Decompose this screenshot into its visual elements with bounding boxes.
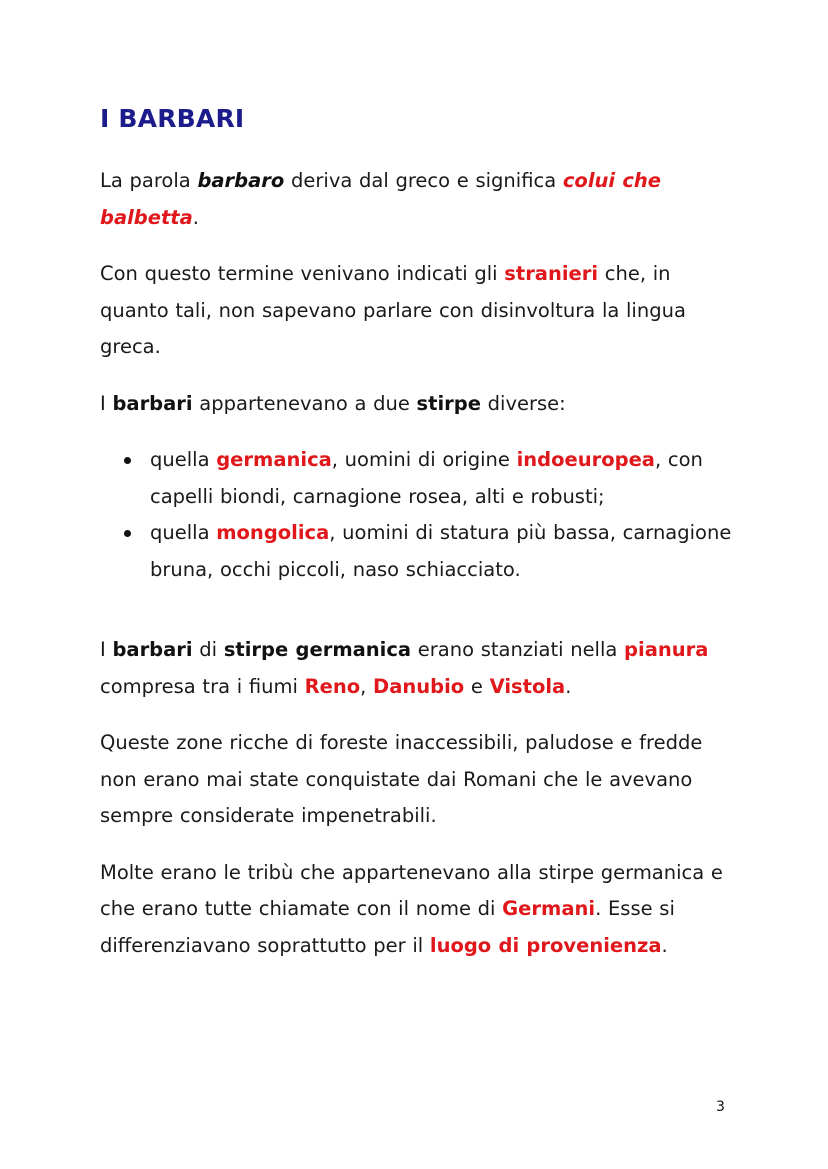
paragraph-barbaro-meaning <box>100 163 740 236</box>
text: di <box>192 638 224 661</box>
text: quella <box>150 521 217 544</box>
text: erano stanziati nella <box>411 638 625 661</box>
text: , <box>360 674 374 698</box>
paragraph-foreste: Queste zone ricche di foreste inaccessibili, paludose e fredde non erano mai state conquistate dai Romani che le avevano sempre considerate impenetrabili. <box>100 731 703 827</box>
list-item <box>150 515 740 588</box>
paragraph-due-stirpe <box>100 386 740 423</box>
text: e <box>464 674 490 698</box>
bold-barbari: barbari <box>112 391 193 415</box>
text: . <box>661 933 668 957</box>
document-page <box>100 104 740 984</box>
highlight-pianura: pianura <box>624 638 709 661</box>
text: , con capelli biondi, carnagione rosea, alti e robusti; <box>150 448 703 508</box>
bullet-icon <box>124 530 131 537</box>
paragraph-germani <box>100 855 740 965</box>
bullet-icon <box>124 457 131 464</box>
list-item <box>150 442 740 515</box>
text: I <box>100 638 113 661</box>
text: , uomini di origine <box>331 448 517 471</box>
text: La parola <box>100 169 198 192</box>
text: , uomini di statura più bassa, carnagione bruna, occhi piccoli, naso schiacciato. <box>150 521 732 581</box>
text: diverse: <box>480 391 566 415</box>
text: che, in quanto tali, non sapevano parlare con disinvoltura la lingua greca. <box>100 262 686 358</box>
highlight-indoeuropea: indoeuropea <box>516 448 655 471</box>
highlight-stranieri: stranieri <box>504 262 599 285</box>
text: . Esse si differenziavano soprattutto per il <box>100 897 675 957</box>
paragraph-stranieri <box>100 256 740 366</box>
highlight-vistola: Vistola <box>489 674 566 698</box>
highlight-germani: Germani <box>502 897 596 920</box>
text: quella <box>150 448 217 471</box>
text: Molte erano le tribù che appartenevano alla stirpe germanica e che erano tutte chiamate con il nome di <box>100 860 723 920</box>
meaning-highlight: colui che balbetta <box>100 169 662 229</box>
bold-barbari: barbari <box>112 638 193 661</box>
stirpe-list <box>100 442 740 588</box>
term-barbaro: barbaro <box>197 169 285 192</box>
text: . <box>565 674 572 698</box>
paragraph-stanziati <box>100 632 740 705</box>
text: I <box>100 391 113 415</box>
page-title: I BARBARI <box>100 104 245 133</box>
text: appartenevano a due <box>192 391 417 415</box>
highlight-mongolica: mongolica <box>216 521 330 544</box>
text: . <box>192 205 199 229</box>
page-number: 3 <box>716 1099 725 1115</box>
highlight-reno: Reno <box>304 674 361 698</box>
bold-stirpe-germanica: stirpe germanica <box>223 638 412 661</box>
highlight-luogo-di-provenienza: luogo di provenienza <box>429 933 662 957</box>
text: compresa tra i fiumi <box>100 674 305 698</box>
text: Con questo termine venivano indicati gli <box>100 262 505 285</box>
highlight-germanica: germanica <box>216 448 332 471</box>
highlight-danubio: Danubio <box>373 674 465 698</box>
text: deriva dal greco e significa <box>284 169 563 192</box>
bold-stirpe: stirpe <box>416 391 481 415</box>
